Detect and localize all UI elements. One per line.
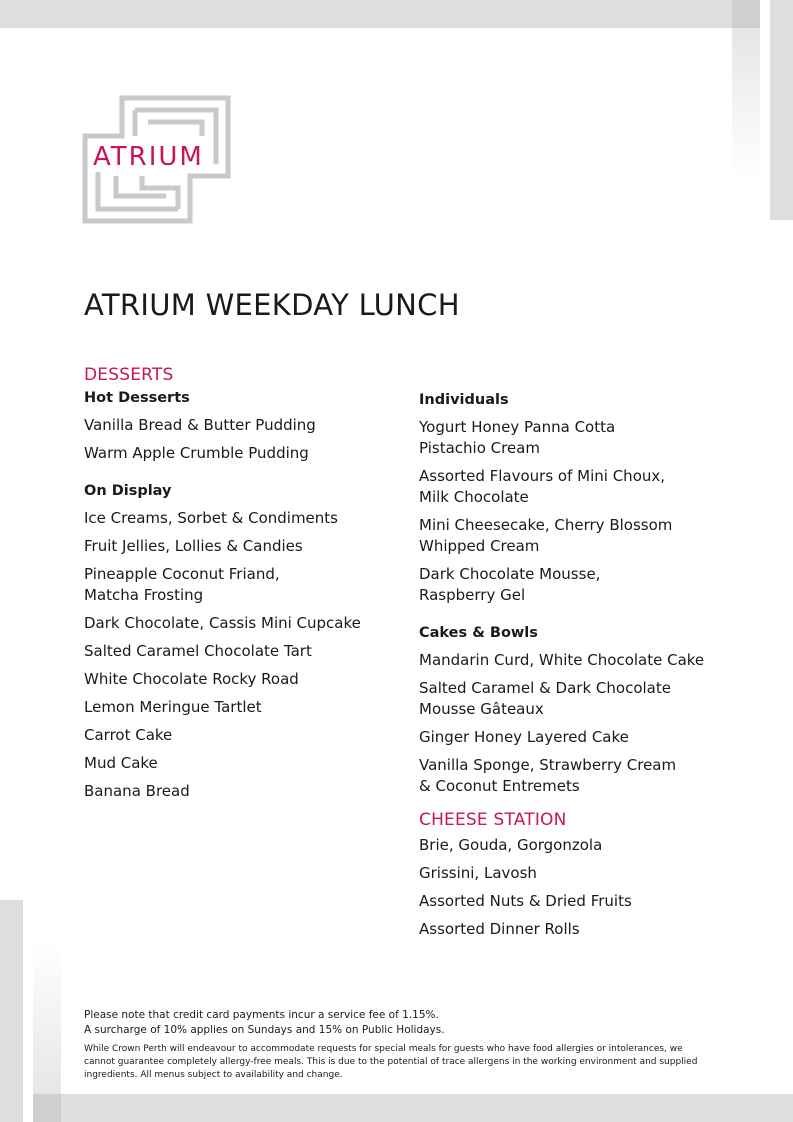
menu-item: Pineapple Coconut Friand, Matcha Frosting xyxy=(84,565,280,604)
menu-item: Mini Cheesecake, Cherry Blossom Whipped Cream xyxy=(419,516,673,555)
menu-item: Dark Chocolate, Cassis Mini Cupcake xyxy=(84,614,361,632)
menu-item: Grissini, Lavosh xyxy=(419,864,537,882)
on-display-label: On Display xyxy=(84,483,172,499)
footer-notes xyxy=(84,1008,714,1082)
desserts-heading: DESSERTS xyxy=(84,365,174,385)
atrium-logo xyxy=(82,88,232,224)
bottom-border-corner xyxy=(33,1094,61,1122)
right-fade-decoration xyxy=(732,28,760,178)
menu-item: Mud Cake xyxy=(84,754,158,772)
menu-item: Assorted Flavours of Mini Choux, Milk Chocolate xyxy=(419,467,666,506)
menu-item: Ginger Honey Layered Cake xyxy=(419,728,629,746)
left-menu-column xyxy=(84,365,394,809)
menu-item: Mandarin Curd, White Chocolate Cake xyxy=(419,651,705,669)
menu-item: Warm Apple Crumble Pudding xyxy=(84,444,309,462)
menu-item: Lemon Meringue Tartlet xyxy=(84,698,262,716)
menu-item: Assorted Nuts & Dried Fruits xyxy=(419,892,632,910)
menu-item: White Chocolate Rocky Road xyxy=(84,670,299,688)
menu-item: Ice Creams, Sorbet & Condiments xyxy=(84,509,338,527)
menu-item: Salted Caramel & Dark Chocolate Mousse Gâteaux xyxy=(419,679,671,718)
menu-item: Carrot Cake xyxy=(84,726,173,744)
menu-item: Fruit Jellies, Lollies & Candies xyxy=(84,537,303,555)
logo-wordmark: ATRIUM xyxy=(90,142,207,172)
top-border-bar xyxy=(0,0,760,28)
menu-item: Dark Chocolate Mousse, Raspberry Gel xyxy=(419,565,601,604)
menu-item: Vanilla Bread & Butter Pudding xyxy=(84,416,316,434)
cheese-station-heading: CHEESE STATION xyxy=(419,810,567,830)
individuals-label: Individuals xyxy=(419,392,509,408)
hot-desserts-label: Hot Desserts xyxy=(84,390,190,406)
top-border-corner xyxy=(732,0,760,28)
menu-item: Yogurt Honey Panna Cotta Pistachio Cream xyxy=(419,418,616,457)
menu-item: Salted Caramel Chocolate Tart xyxy=(84,642,312,660)
menu-item: Brie, Gouda, Gorgonzola xyxy=(419,836,603,854)
menu-item: Banana Bread xyxy=(84,782,190,800)
bottom-border-bar xyxy=(33,1094,793,1122)
menu-item: Assorted Dinner Rolls xyxy=(419,920,580,938)
page-title: ATRIUM WEEKDAY LUNCH xyxy=(84,288,460,322)
left-border-bar xyxy=(0,900,23,1122)
left-fade-decoration xyxy=(33,940,61,1095)
cakes-bowls-label: Cakes & Bowls xyxy=(419,625,538,641)
allergy-disclaimer: While Crown Perth will endeavour to accommodate requests for special meals for guests who have food allergies or intolerances, we cannot guarantee completely allergy-free meals. This is due to the potential of trace allergens in the working environment and supplied ingredients. All menus subject to availability and change. xyxy=(84,1044,698,1080)
service-fee-note: Please note that credit card payments incur a service fee of 1.15%. xyxy=(84,1009,439,1021)
menu-item: Vanilla Sponge, Strawberry Cream & Coconut Entremets xyxy=(419,756,677,795)
right-menu-column xyxy=(419,392,749,947)
right-border-bar xyxy=(770,0,793,220)
surcharge-note: A surcharge of 10% applies on Sundays and 15% on Public Holidays. xyxy=(84,1024,445,1036)
